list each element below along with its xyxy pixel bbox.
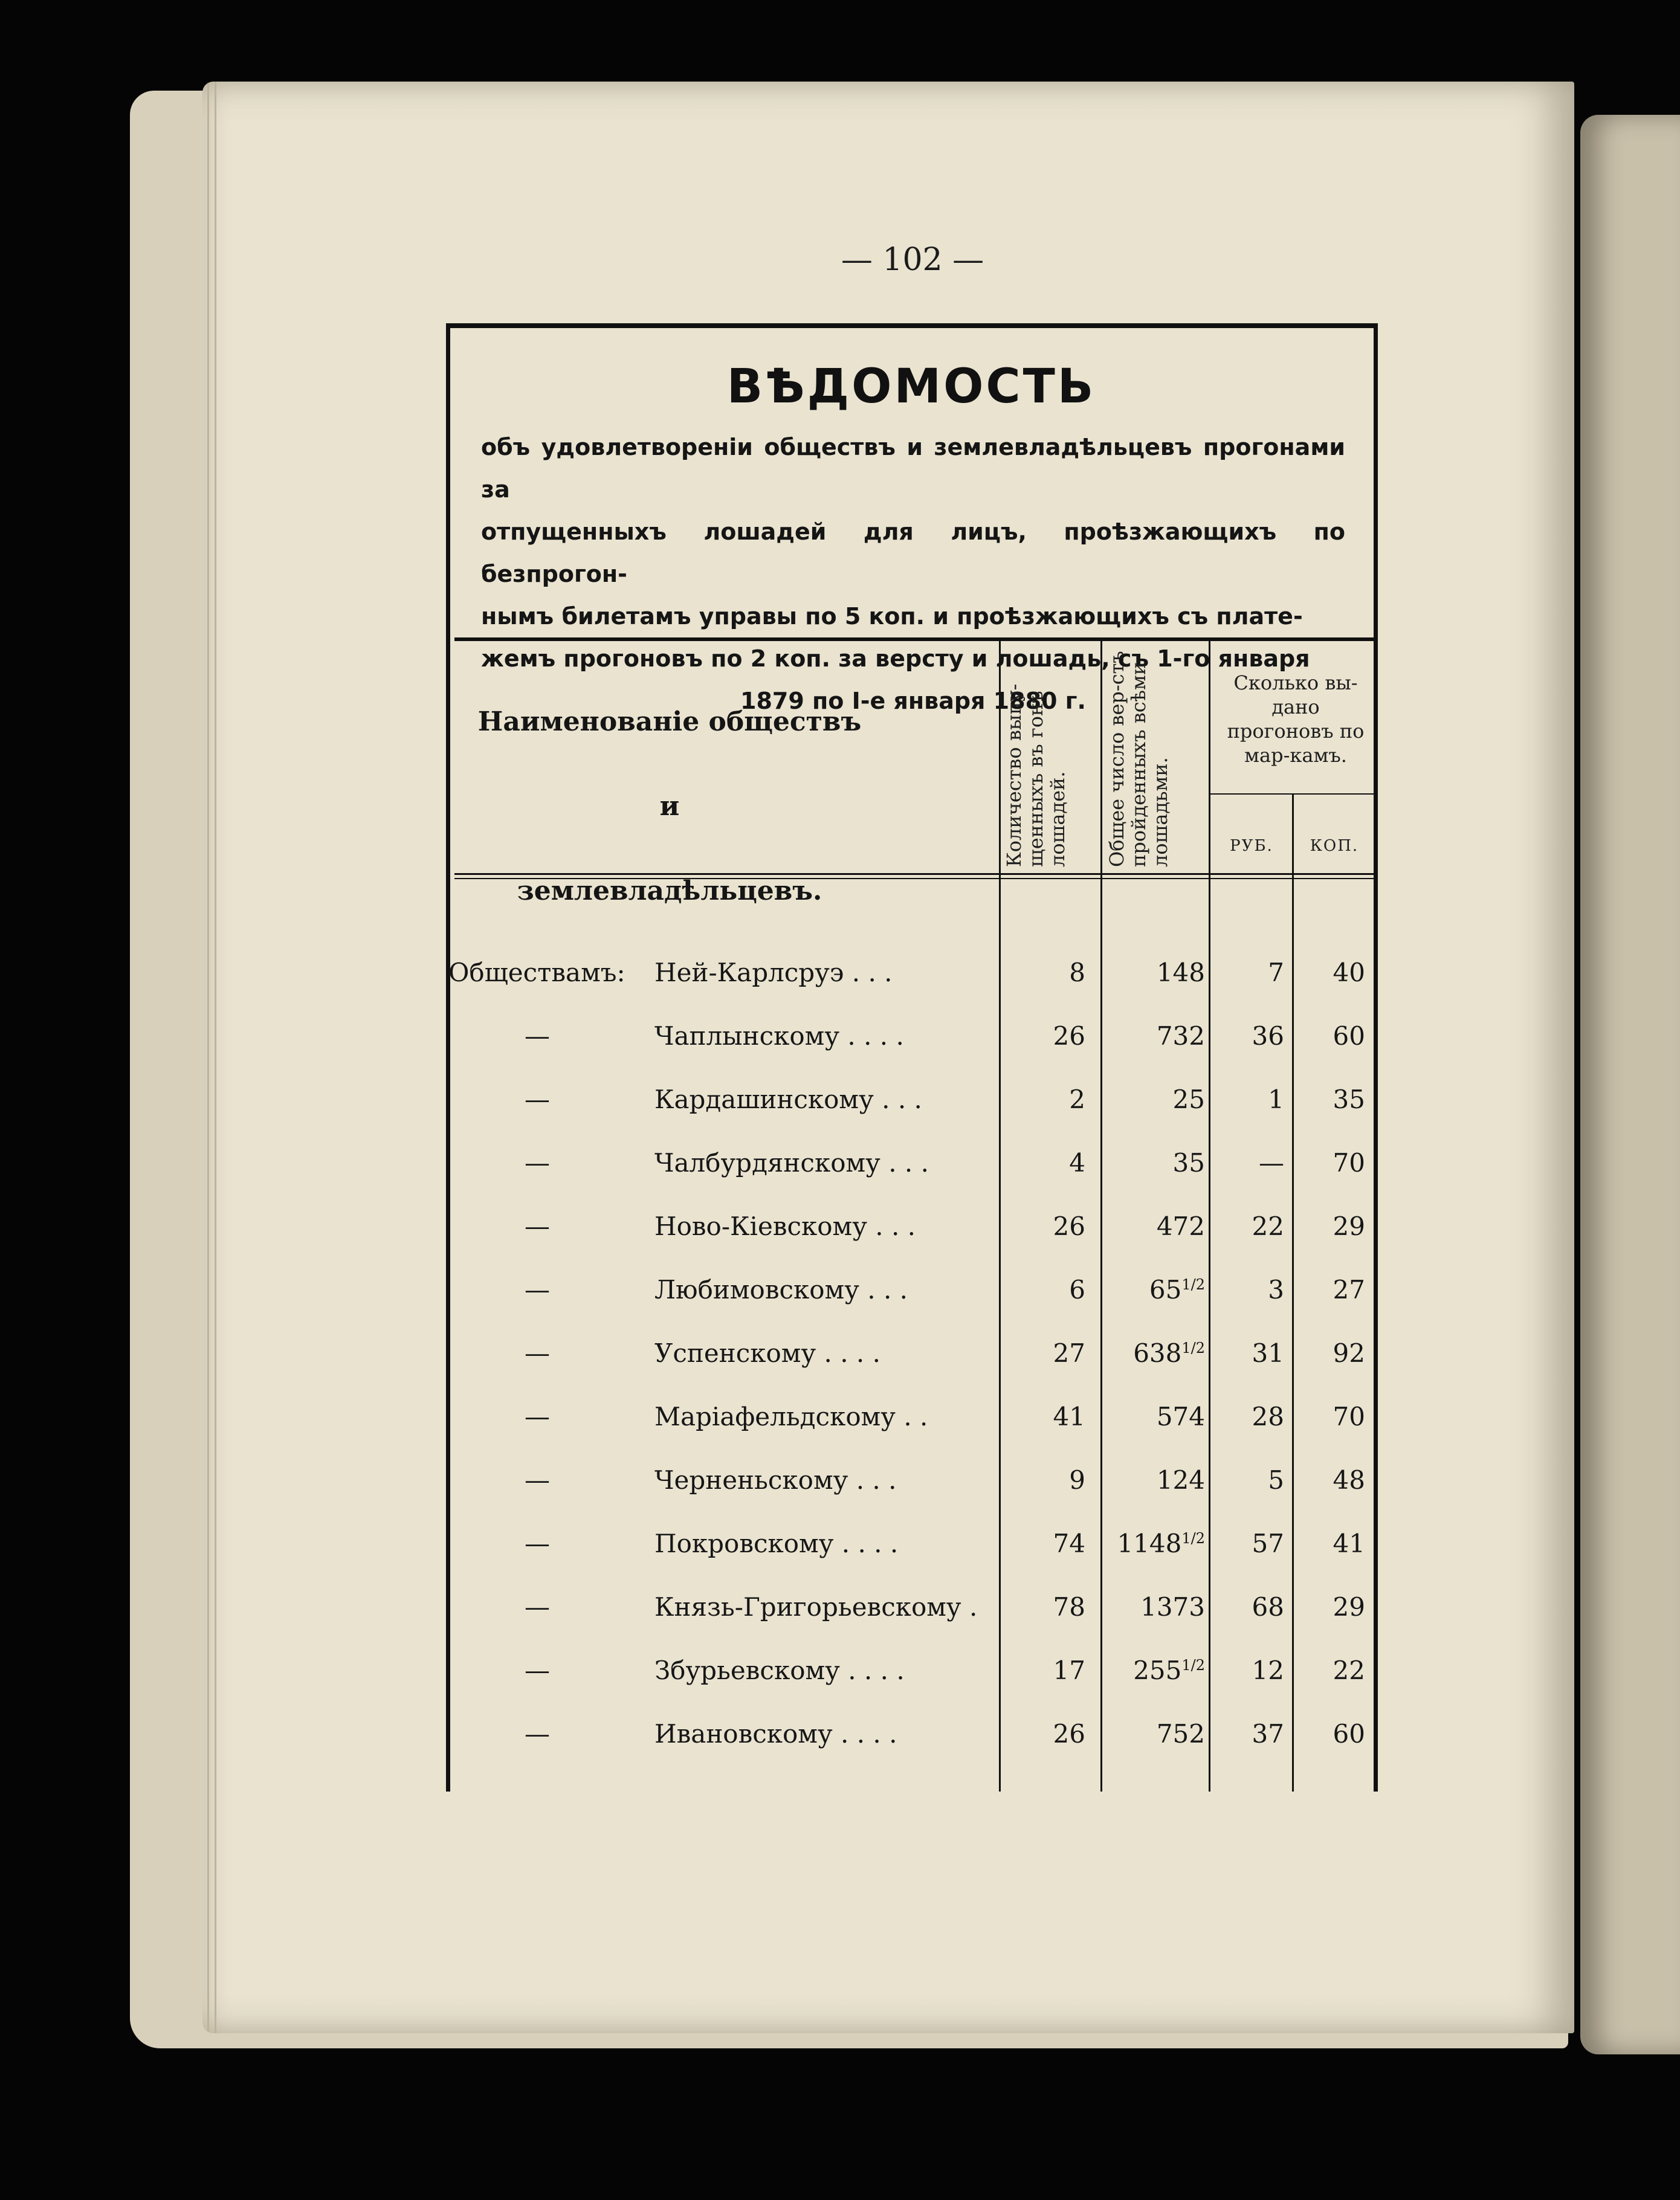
society-name: Ивановскому . . . . (654, 1719, 897, 1749)
row-dash: — (525, 1719, 550, 1749)
document-subtitle (481, 426, 1345, 722)
table-row (446, 1275, 1377, 1335)
society-name: Марiафельдскому . . (654, 1402, 928, 1431)
rub-cell: 68 (1252, 1592, 1284, 1622)
society-name: Ново-Кiевскому . . . (654, 1211, 916, 1241)
subtitle-line: отпущенныхъ лошадей для лицъ, проѣзжающихъ по безпрогон- (481, 518, 1345, 587)
table-row (446, 1465, 1377, 1526)
table-row (446, 1148, 1377, 1208)
rub-cell: 22 (1252, 1211, 1284, 1241)
row-lead-label: Обществамъ: (448, 958, 625, 987)
kop-column-header: КОП. (1310, 837, 1359, 855)
row-dash: — (525, 1592, 550, 1622)
row-dash: — (525, 1402, 550, 1431)
kop-cell: 41 (1333, 1529, 1365, 1558)
society-name: Князь-Григорьевскому . (654, 1592, 978, 1622)
table-row (446, 1656, 1377, 1716)
rub-cell: 12 (1252, 1656, 1284, 1685)
kop-cell: 22 (1333, 1656, 1365, 1685)
table-row (446, 1085, 1377, 1145)
society-name: Черненьскому . . . (654, 1465, 897, 1495)
kop-cell: 60 (1333, 1021, 1365, 1051)
horses-cell: 26 (1053, 1211, 1085, 1241)
horses-cell: 26 (1053, 1021, 1085, 1051)
horses-cell: 6 (1069, 1275, 1085, 1305)
versts-cell: 574 (1156, 1402, 1205, 1431)
versts-cell: 752 (1156, 1719, 1205, 1749)
horses-cell: 41 (1053, 1402, 1085, 1431)
horses-cell: 9 (1069, 1465, 1085, 1495)
kop-cell: 40 (1333, 958, 1365, 987)
page-number: — 102 — (841, 242, 984, 278)
horses-cell: 26 (1053, 1719, 1085, 1749)
page-edge-line (207, 82, 209, 2033)
row-dash: — (525, 1338, 550, 1368)
horses-cell: 74 (1053, 1529, 1085, 1558)
rub-cell: 5 (1268, 1465, 1284, 1495)
table-row (446, 1529, 1377, 1589)
paid-group-rule (1210, 793, 1375, 795)
versts-cell: 1373 (1140, 1592, 1205, 1622)
society-name: Ней-Карлсруэ . . . (654, 958, 893, 987)
row-dash: — (525, 1021, 550, 1051)
versts-cell: 25 (1172, 1085, 1205, 1114)
rub-cell: 7 (1268, 958, 1284, 987)
kop-cell: 92 (1333, 1338, 1365, 1368)
versts-fraction: 1/2 (1181, 1530, 1205, 1547)
society-name: Чалбурдянскому . . . (654, 1148, 929, 1178)
versts-cell: $65^{1/2}$ (1149, 1275, 1205, 1305)
rub-cell: 28 (1252, 1402, 1284, 1431)
rub-cell: 1 (1268, 1085, 1284, 1114)
horses-cell: 8 (1069, 958, 1085, 987)
subtitle-line: нымъ билетамъ управы по 5 коп. и проѣзжающихъ съ плате- (481, 603, 1303, 630)
versts-cell: 472 (1156, 1211, 1205, 1241)
kop-cell: 48 (1333, 1465, 1365, 1495)
kop-cell: 27 (1333, 1275, 1365, 1305)
versts-fraction: 1/2 (1181, 1340, 1205, 1356)
row-dash: — (525, 1465, 550, 1495)
versts-cell: $638^{1/2}$ (1133, 1338, 1205, 1368)
table-row (446, 1719, 1377, 1779)
horses-cell: 2 (1069, 1085, 1085, 1114)
rub-cell: 36 (1252, 1021, 1284, 1051)
kop-cell: 35 (1333, 1085, 1365, 1114)
table-row (446, 1592, 1377, 1653)
horses-cell: 17 (1053, 1656, 1085, 1685)
name-column-header: Наименованiе обществъ и землевладѣльцевъ. (477, 706, 862, 906)
kop-cell: 70 (1333, 1148, 1365, 1178)
horses-cell: 78 (1053, 1592, 1085, 1622)
kop-cell: 29 (1333, 1592, 1365, 1622)
row-dash: — (525, 1529, 550, 1558)
rub-cell: 57 (1252, 1529, 1284, 1558)
kop-cell: 60 (1333, 1719, 1365, 1749)
table-row (446, 958, 1377, 1018)
kop-cell: 70 (1333, 1402, 1365, 1431)
kop-cell: 29 (1333, 1211, 1365, 1241)
rub-column-header: РУБ. (1230, 837, 1273, 855)
horses-column-header: Количество выпу-щенныхъ въ гонъ лошадей. (1003, 683, 1069, 867)
row-dash: — (525, 1211, 550, 1241)
versts-column-header: Общее число вер-стъ пройденныхъ всѣми лошадьми. (1105, 651, 1172, 867)
row-dash: — (525, 1085, 550, 1114)
versts-cell: 35 (1172, 1148, 1205, 1178)
versts-cell: $1148^{1/2}$ (1117, 1529, 1205, 1558)
versts-cell: 124 (1156, 1465, 1205, 1495)
table-row (446, 1338, 1377, 1399)
society-name: Кардашинскому . . . (654, 1085, 922, 1114)
versts-cell: 732 (1156, 1021, 1205, 1051)
page-edge-line (215, 82, 216, 2033)
document-title: ВѢДОМОСТЬ (726, 360, 1096, 414)
horses-cell: 4 (1069, 1148, 1085, 1178)
horses-cell: 27 (1053, 1338, 1085, 1368)
society-name: Покровскому . . . . (654, 1529, 899, 1558)
table-row (446, 1211, 1377, 1272)
society-name: Збурьевскому . . . . (654, 1656, 905, 1685)
top-rule (446, 323, 1378, 328)
row-dash: — (525, 1148, 550, 1178)
table-row (446, 1021, 1377, 1082)
statement-table-frame (446, 323, 1378, 1792)
society-name: Чаплынскому . . . . (654, 1021, 904, 1051)
subtitle-line: 1879 по I-е января 1880 г. (740, 688, 1086, 714)
rub-cell: 37 (1252, 1719, 1284, 1749)
subtitle-line: жемъ прогоновъ по 2 коп. за версту и лошадь, съ 1-го января (481, 645, 1310, 672)
versts-fraction: 1/2 (1181, 1276, 1205, 1293)
versts-fraction: 1/2 (1181, 1657, 1205, 1674)
row-dash: — (525, 1275, 550, 1305)
subtitle-line: объ удовлетворенiи обществъ и землевладѣльцевъ прогонами за (481, 434, 1345, 503)
facing-page-edge (1580, 115, 1680, 2054)
rub-cell: 31 (1252, 1338, 1284, 1368)
rub-cell: — (1259, 1148, 1284, 1178)
versts-cell: $255^{1/2}$ (1133, 1656, 1205, 1685)
paid-column-header: Сколько вы-дано прогоновъ по мар-камъ. (1227, 671, 1365, 767)
row-dash: — (525, 1656, 550, 1685)
table-row (446, 1402, 1377, 1462)
society-name: Любимовскому . . . (654, 1275, 908, 1305)
society-name: Успенскому . . . . (654, 1338, 880, 1368)
versts-cell: 148 (1156, 958, 1205, 987)
rub-cell: 3 (1268, 1275, 1284, 1305)
